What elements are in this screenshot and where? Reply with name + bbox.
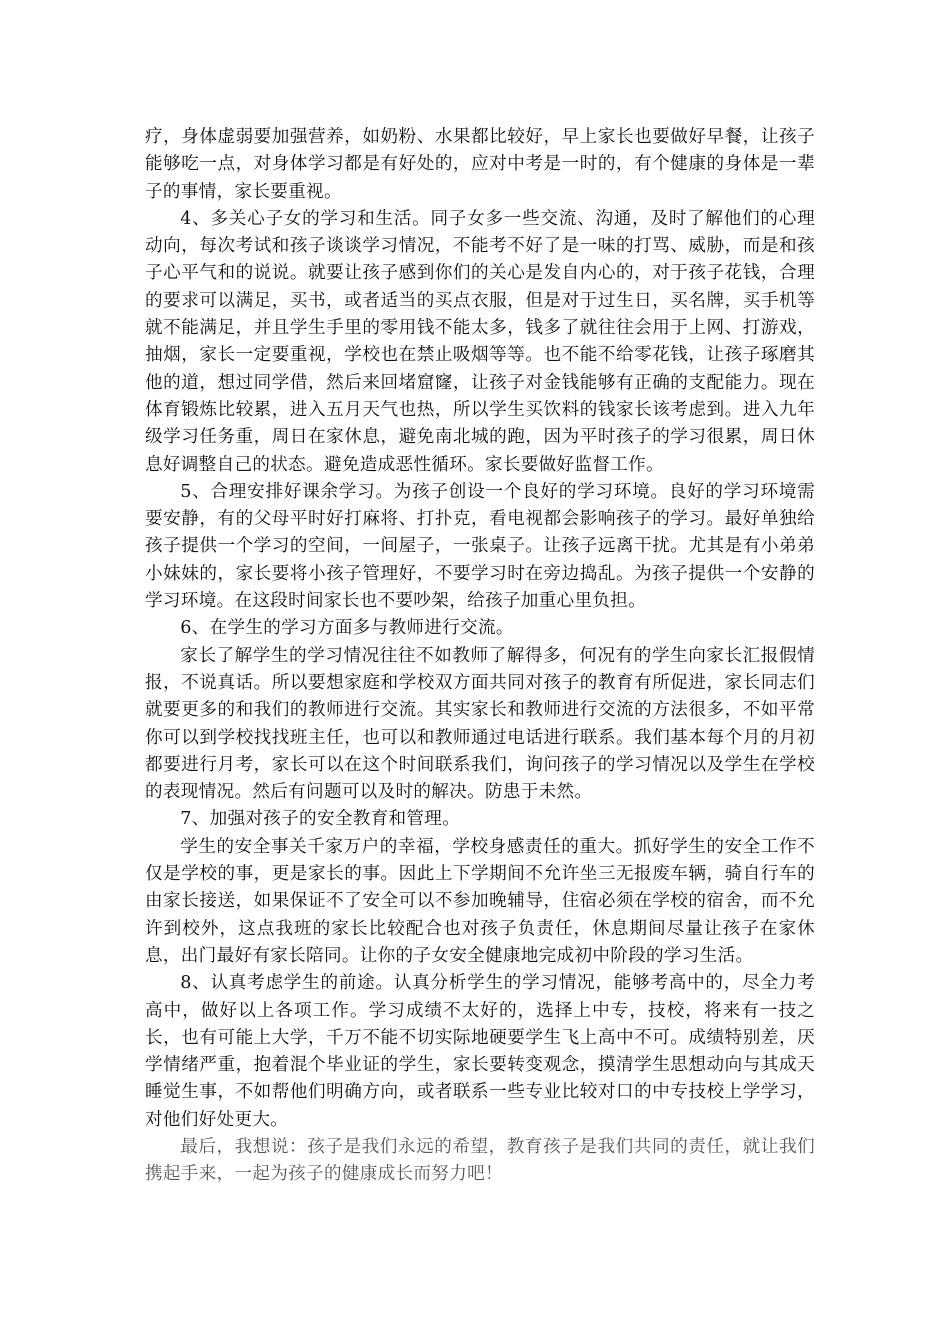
paragraph-heading-safety: 7、加强对孩子的安全教育和管理。 <box>180 809 461 830</box>
paragraph-heading-teacher-communication: 6、在学生的学习方面多与教师进行交流。 <box>180 618 514 639</box>
paragraph-closing: 最后，我想说：孩子是我们永远的希望，教育孩子是我们共同的责任，就让我们携起手来，一起为孩子的健康成长而努力吧！ <box>145 1136 815 1185</box>
paragraph-future: 8、认真考虑学生的前途。认真分析学生的学习情况，能够考高中的，尽全力考高中，做好以上各项工作。学习成绩不太好的，选择上中专，技校，将来有一技之长，也有可能上大学，千万不能不切实际地硬要学生飞上高中不可。成绩特别差，厌学情绪严重，抱着混个毕业证的学生，家长要转变观念，摸清学生思想动向与其成天睡觉生事，不如帮他们明确方向，或者联系一些专业比较对口的中专技校上学学习，对他们好处更大。 <box>145 973 815 1130</box>
paragraph-after-school-study: 5、合理安排好课余学习。为孩子创设一个良好的学习环境。良好的学习环境需要安静，有的父母平时好打麻将、打扑克，看电视都会影响孩子的学习。最好单独给孩子提供一个学习的空间，一间屋子，一张桌子。让孩子远离干扰。尤其是有小弟弟小妹妹的，家长要将小孩子管理好，不要学习时在旁边捣乱。为孩子提供一个安静的学习环境。在这段时间家长也不要吵架，给孩子加重心里负担。 <box>145 481 815 612</box>
document-body <box>145 124 815 1189</box>
paragraph-care-study-life: 4、多关心子女的学习和生活。同子女多一些交流、沟通，及时了解他们的心理动向，每次考试和孩子谈谈学习情况，不能考不好了是一味的打骂、威胁，而是和孩子心平气和的说说。就要让孩子感到你们的关心是发自内心的，对于孩子花钱，合理的要求可以满足，买书，或者适当的买点衣服，但是对于过生日，买名牌，买手机等就不能满足，并且学生手里的零用钱不能太多，钱多了就往往会用于上网、打游戏，抽烟，家长一定要重视，学校也在禁止吸烟等等。也不能不给零花钱，让孩子琢磨其他的道，想过同学借，然后来回堵窟窿，让孩子对金钱能够有正确的支配能力。现在体育锻炼比较累，进入五月天气也热，所以学生买饮料的钱家长该考虑到。进入九年级学习任务重，周日在家休息，避免南北城的跑，因为平时孩子的学习很累，周日休息好调整自己的状态。避免造成恶性循环。家长要做好监督工作。 <box>145 208 815 475</box>
paragraph-teacher-communication: 家长了解学生的学习情况往往不如教师了解得多，何况有的学生向家长汇报假情报，不说真话。所以要想家庭和学校双方面共同对孩子的教育有所促进，家长同志们就要更多的和我们的教师进行交流。其实家长和教师进行交流的方法很多，不如平常你可以到学校找找班主任，也可以和教师通过电话进行联系。我们基本每个月的月初都要进行月考，家长可以在这个时间联系我们，询问孩子的学习情况以及学生在学校的表现情况。然后有问题可以及时的解决。防患于未然。 <box>145 645 815 803</box>
paragraph-safety: 学生的安全事关千家万户的幸福，学校身感责任的重大。抓好学生的安全工作不仅是学校的事，更是家长的事。因此上下学期间不允许坐三无报废车辆，骑自行车的由家长接送，如果保证不了安全可以不参加晚辅导，住宿必须在学校的宿舍，而不允许到校外，这点我班的家长比较配合也对孩子负责任，休息期间尽量让孩子在家休息，出门最好有家长陪同。让你的子女安全健康地完成初中阶段的学习生活。 <box>145 836 815 966</box>
paragraph-health: 疗，身体虚弱要加强营养，如奶粉、水果都比较好，早上家长也要做好早餐，让孩子能够吃一点，对身体学习都是有好处的，应对中考是一时的，有个健康的身体是一辈子的事情，家长要重视。 <box>145 127 815 202</box>
